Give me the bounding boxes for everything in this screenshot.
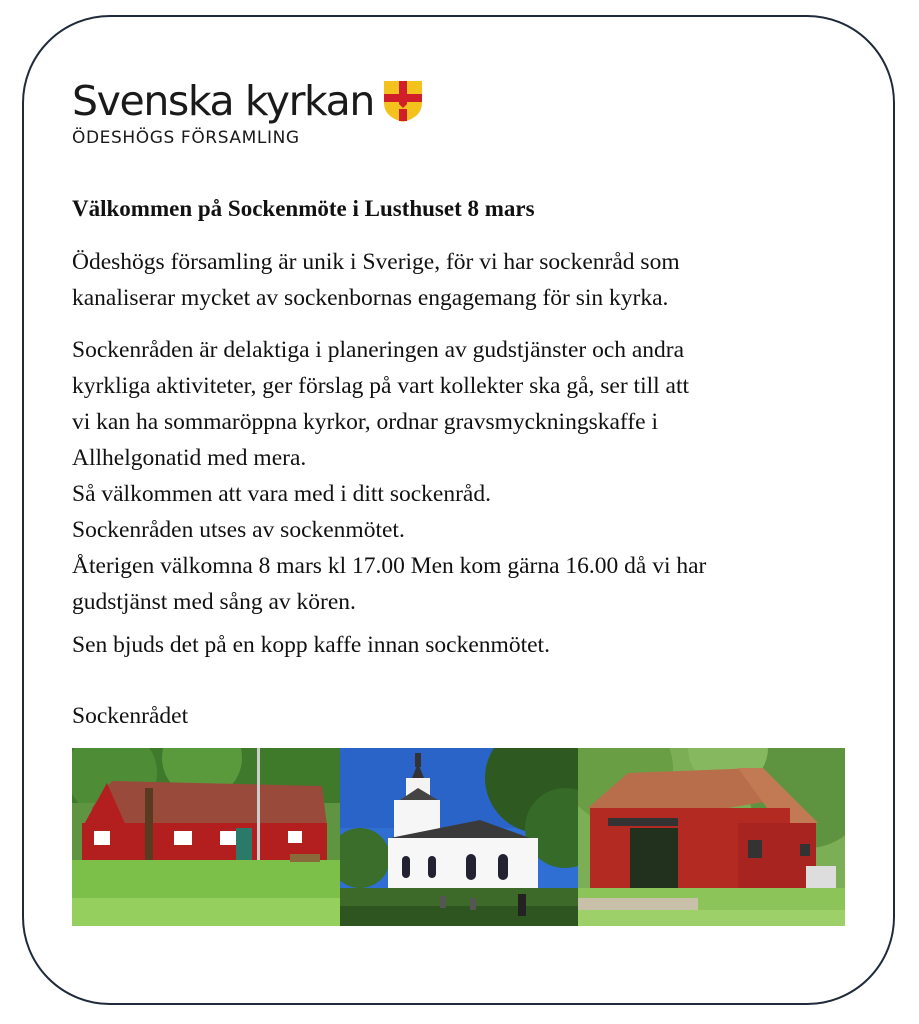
text-line: Sockenrådet [72, 703, 189, 729]
brand-name: Svenska kyrkan [72, 77, 374, 125]
notice-heading: Välkommen på Sockenmöte i Lusthuset 8 mars [72, 196, 535, 221]
church-cross-icon [382, 79, 424, 123]
paragraph-1 [72, 244, 680, 316]
text-line: Allhelgonatid med mera. [72, 445, 307, 471]
text-line: Så välkommen att vara med i ditt sockenråd. [72, 481, 491, 507]
text-line: Sockenråden är delaktiga i planeringen av gudstjänster och andra [72, 337, 685, 363]
red-barn-photo [578, 748, 845, 926]
text-line: kyrkliga aktiviteter, ger förslag på vart kollekter ska gå, ser till att [72, 373, 690, 399]
paragraph-2 [72, 332, 706, 620]
text-line: Sockenråden utses av sockenmötet. [72, 517, 405, 543]
photo-strip [72, 748, 845, 926]
text-line: Sen bjuds det på en kopp kaffe innan sockenmötet. [72, 632, 550, 658]
text-line: vi kan ha sommaröppna kyrkor, ordnar gravsmyckningskaffe i [72, 409, 658, 435]
text-line: kanaliserar mycket av sockenbornas engagemang för sin kyrka. [72, 285, 669, 311]
text-line: Ödeshögs församling är unik i Sverige, för vi har sockenråd som [72, 249, 680, 275]
signature [72, 698, 188, 734]
white-church-photo [340, 748, 578, 926]
red-wooden-house-photo [72, 748, 340, 926]
text-line: Återigen välkomna 8 mars kl 17.00 Men kom gärna 16.00 då vi har [72, 553, 707, 579]
paragraph-3 [72, 627, 550, 663]
parish-name: ÖDESHÖGS FÖRSAMLING [72, 128, 300, 148]
church-logo [72, 78, 424, 148]
text-line: gudstjänst med sång av kören. [72, 589, 356, 615]
